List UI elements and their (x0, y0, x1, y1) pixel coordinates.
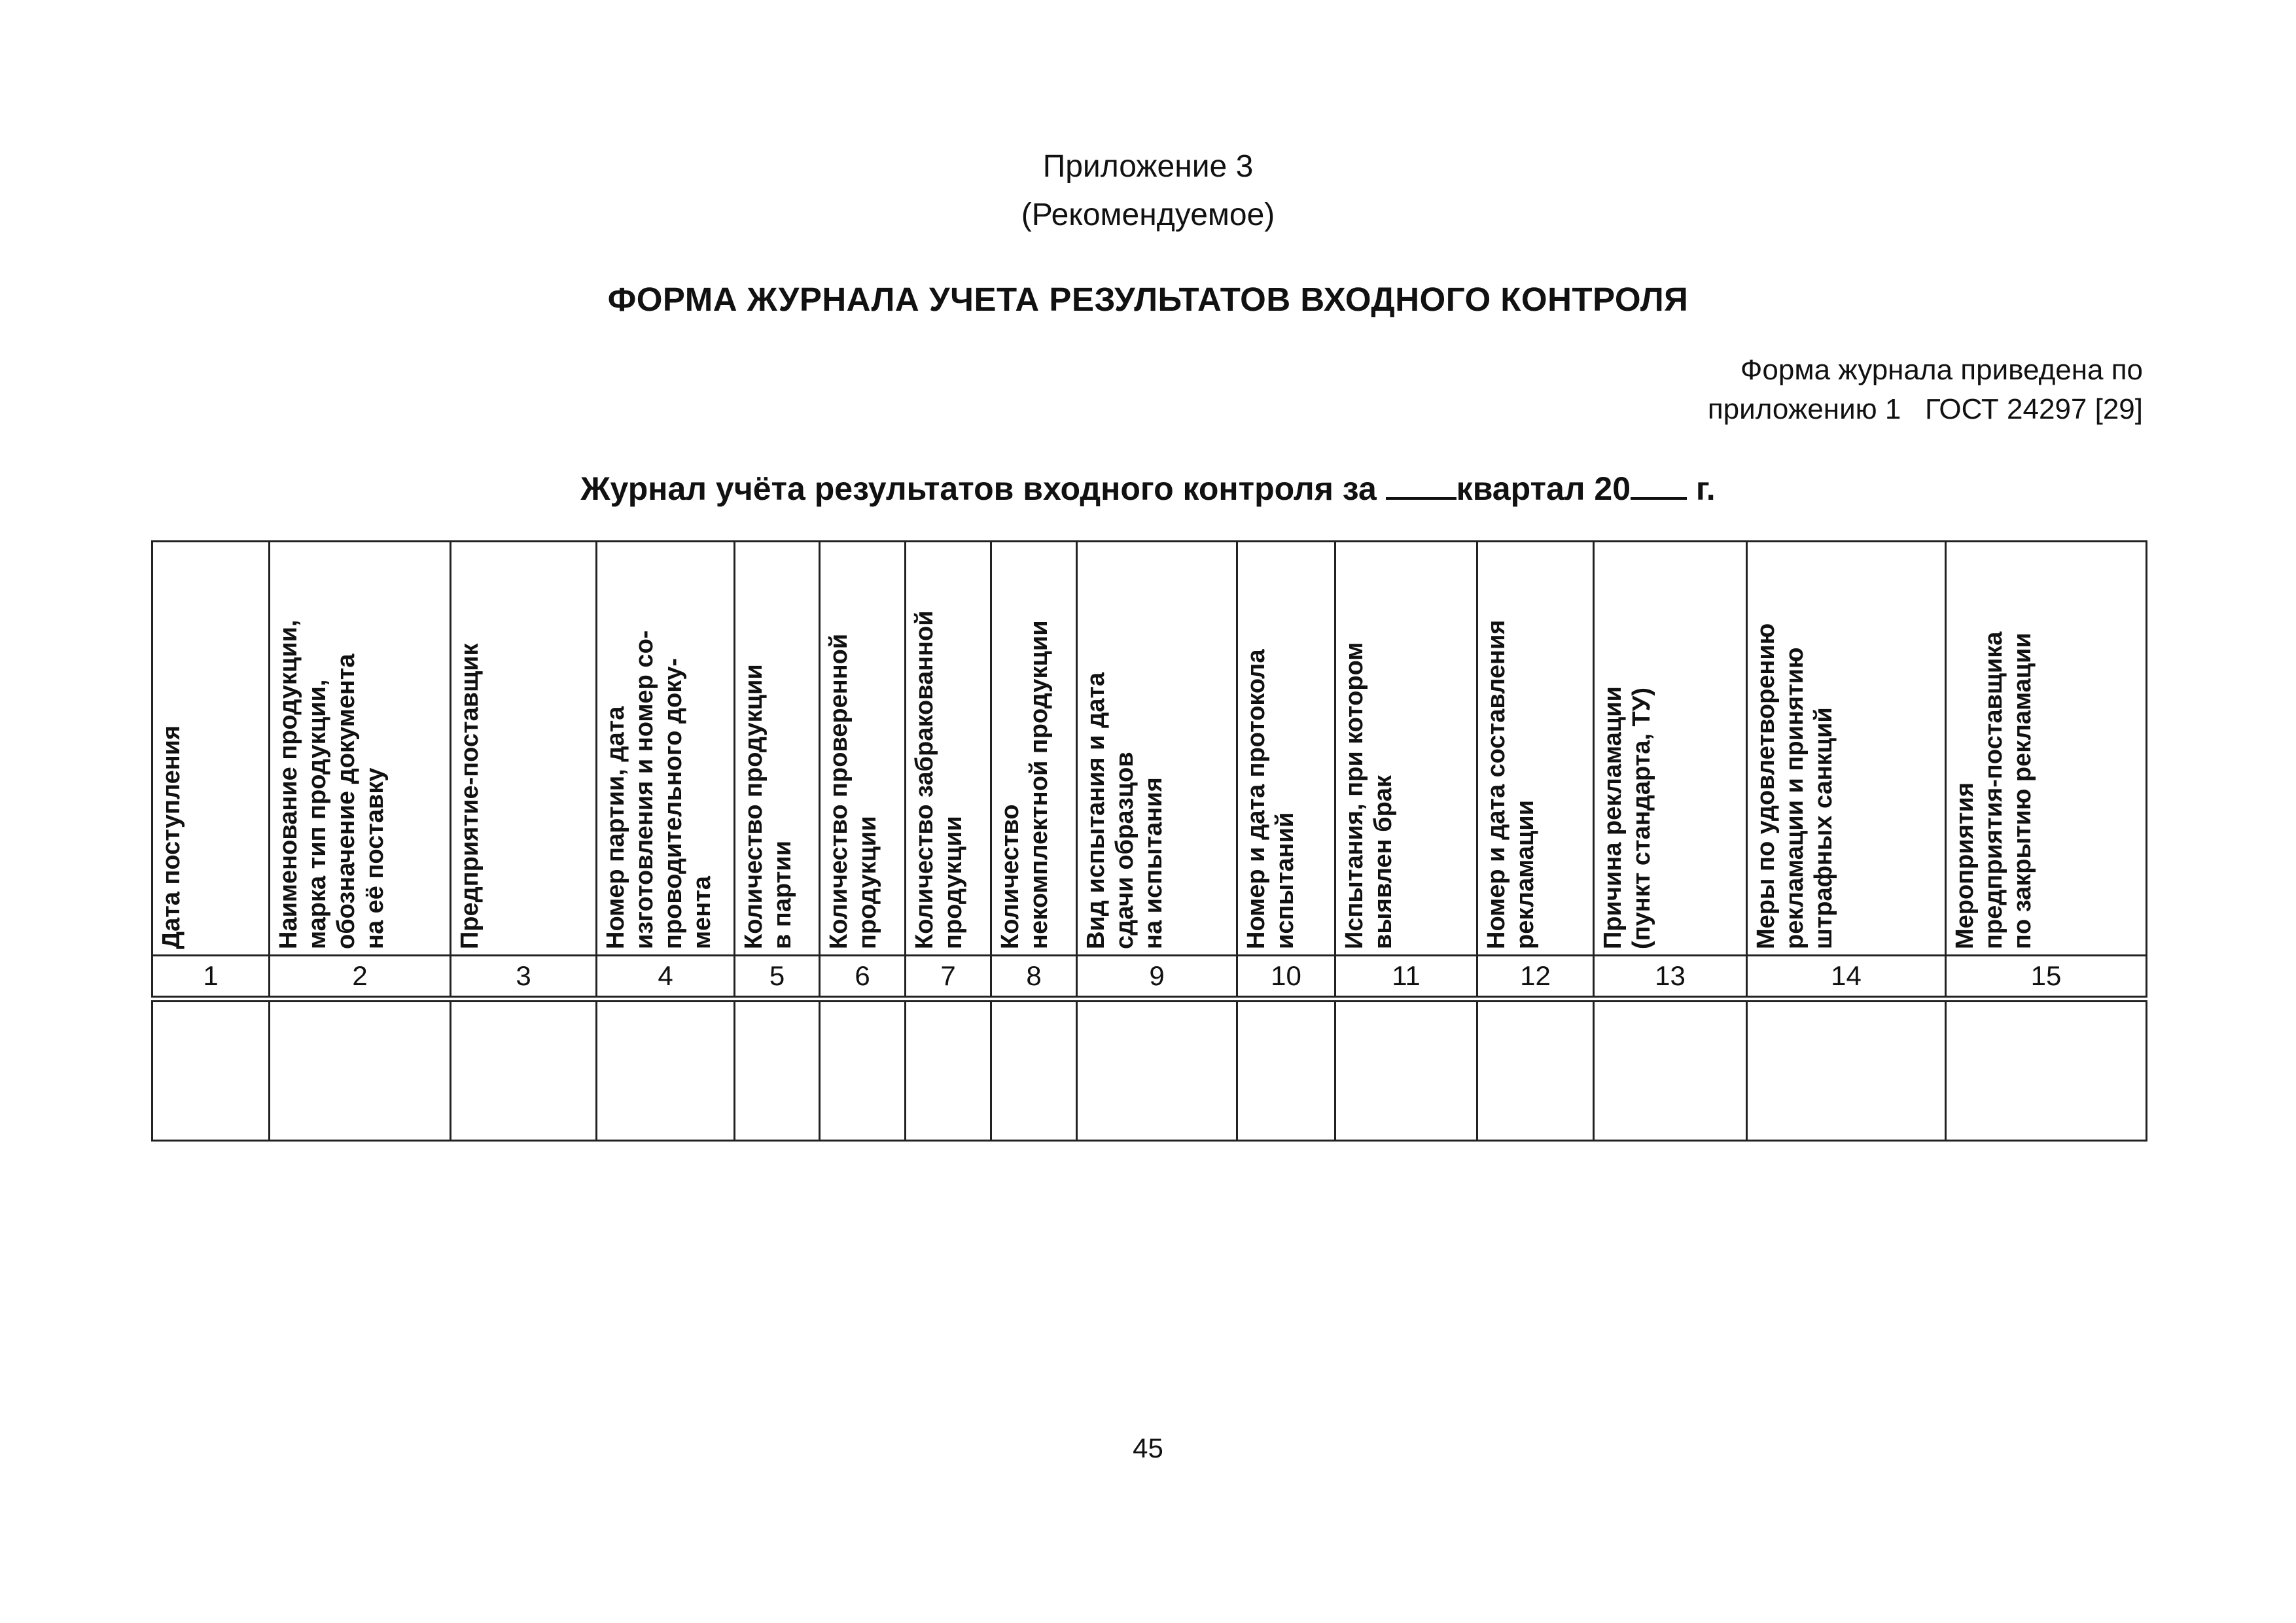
column-number: 1 (152, 956, 270, 1000)
column-number: 4 (597, 956, 735, 1000)
header-text: Количество проверенной продукции (825, 633, 881, 949)
year-blank (1631, 468, 1687, 500)
header-text: Дата поступления (158, 725, 185, 949)
entry-cell (906, 999, 991, 1141)
header-row (152, 542, 2147, 956)
header-text: Номер и дата составления рекламации (1483, 620, 1539, 949)
entry-cell (991, 999, 1077, 1141)
header-cell (906, 542, 991, 956)
header-text: Количество некомплектной продукции (997, 620, 1053, 949)
quarter-blank (1386, 468, 1457, 500)
column-number: 13 (1594, 956, 1747, 1000)
source-note (1708, 351, 2143, 429)
note-line-1: Форма журнала приведена по (1740, 354, 2143, 386)
header-cell (735, 542, 820, 956)
header-text: Предприятие-поставщик (456, 643, 484, 949)
header-cell (1594, 542, 1747, 956)
column-number: 3 (451, 956, 597, 1000)
journal-title-prefix: Журнал учёта результатов входного контроля за (580, 470, 1386, 507)
empty-entry-row (152, 999, 2147, 1141)
header-text: Количество забракованной продукции (911, 610, 967, 949)
journal-title-suffix: г. (1687, 470, 1716, 507)
column-number: 11 (1335, 956, 1477, 1000)
header-text: Номер партии, дата изготовления и номер со- проводительного доку- мента (602, 630, 716, 949)
entry-cell (1594, 999, 1747, 1141)
entry-cell (735, 999, 820, 1141)
column-number: 10 (1237, 956, 1335, 1000)
header-text: Мероприятия предприятия-поставщика по закрытию рекламации (1951, 631, 2036, 949)
header-text: Причина рекламации (пункт стандарта, ТУ) (1599, 686, 1655, 949)
entry-cell (1946, 999, 2147, 1141)
entry-cell (270, 999, 451, 1141)
header-cell (1237, 542, 1335, 956)
appendix-label: Приложение 3 (1042, 149, 1254, 184)
recommended-label: (Рекомендуемое) (1021, 198, 1275, 232)
column-number: 6 (820, 956, 906, 1000)
column-number: 8 (991, 956, 1077, 1000)
page-title: ФОРМА ЖУРНАЛА УЧЕТА РЕЗУЛЬТАТОВ ВХОДНОГО КОНТРОЛЯ (607, 281, 1689, 318)
journal-title-quarter: квартал 20 (1456, 470, 1631, 507)
header-cell (152, 542, 270, 956)
header-cell (991, 542, 1077, 956)
column-number: 12 (1477, 956, 1594, 1000)
header-text: Испытания, при котором выявлен брак (1341, 642, 1397, 949)
note-line-2: приложению 1 ГОСТ 24297 [29] (1707, 393, 2143, 425)
header-cell (820, 542, 906, 956)
entry-cell (597, 999, 735, 1141)
header-cell (597, 542, 735, 956)
column-number-row (152, 956, 2147, 1000)
header-text: Количество продукции в партии (740, 664, 796, 949)
entry-cell (1335, 999, 1477, 1141)
entry-cell (1747, 999, 1946, 1141)
column-number: 15 (1946, 956, 2147, 1000)
entry-cell (1237, 999, 1335, 1141)
header-cell (270, 542, 451, 956)
page-number: 45 (1133, 1433, 1163, 1463)
column-number: 2 (270, 956, 451, 1000)
entry-cell (820, 999, 906, 1141)
header-cell (1077, 542, 1237, 956)
header-cell (1335, 542, 1477, 956)
appendix-heading (0, 143, 2296, 239)
header-text: Вид испытания и дата сдачи образцов на испытания (1082, 672, 1167, 949)
entry-cell (1477, 999, 1594, 1141)
header-cell (1477, 542, 1594, 956)
header-text: Наименование продукции, марка тип продукции, обозначение документа на её поставку (275, 620, 389, 949)
header-text: Меры по удовлетворению рекламации и принятию штрафных санкций (1752, 623, 1837, 949)
entry-cell (152, 999, 270, 1141)
column-number: 9 (1077, 956, 1237, 1000)
journal-table (151, 540, 2147, 1142)
header-cell (1946, 542, 2147, 956)
header-text: Номер и дата протокола испытаний (1243, 649, 1299, 949)
header-cell (451, 542, 597, 956)
header-cell (1747, 542, 1946, 956)
entry-cell (1077, 999, 1237, 1141)
column-number: 5 (735, 956, 820, 1000)
journal-title (0, 468, 2296, 508)
entry-cell (451, 999, 597, 1141)
column-number: 7 (906, 956, 991, 1000)
column-number: 14 (1747, 956, 1946, 1000)
